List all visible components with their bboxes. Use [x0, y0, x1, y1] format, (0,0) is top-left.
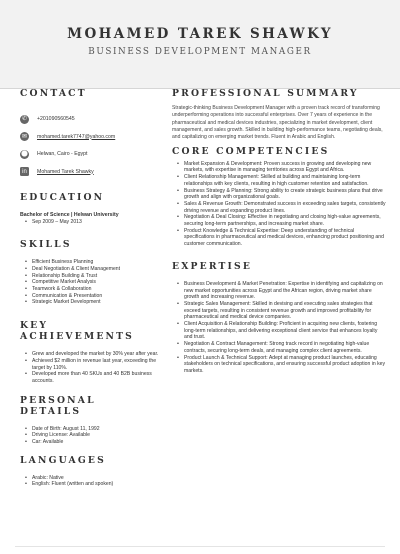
list-item: • Market Expansion & Development: Proven success in growing and developing new markets, with expertise in managing territories across Egypt and Africa.	[184, 161, 386, 174]
expertise-heading: EXPERTISE	[172, 260, 253, 272]
list-item: • Date of Birth: August 11, 1992	[32, 426, 162, 433]
list-item: • Strategic Sales Management: Skilled in devising and executing sales strategies that exceed targets, resulting in consistent revenue growth and improved profitability for pharmaceutical and medical device companies.	[184, 301, 386, 321]
list-item: • Developed more than 40 SKUs and 40 B2B business accounts.	[32, 371, 162, 384]
competencies-list	[172, 161, 386, 248]
location-text: Helwan, Cairo - Egypt	[37, 151, 88, 157]
education-dates: • Sep 2009 – May 2013	[32, 219, 162, 226]
competencies-heading: CORE COMPETENCIES	[172, 145, 330, 157]
list-item: • Efficient Business Planning	[32, 259, 162, 266]
contact-phone	[20, 114, 162, 124]
phone-text: +201090560545	[37, 116, 75, 122]
list-item: • Achieved $2 million in revenue last year, exceeding the target by 110%.	[32, 358, 162, 371]
education-degree: Bachelor of Science | Helwan University	[20, 211, 119, 218]
achievements-list	[20, 351, 162, 385]
list-item: • Competitive Market Analysis	[32, 279, 162, 286]
list-item: • Client Relationship Management: Skilled at building and maintaining long-term relationships with key clients, resulting in high customer retention and satisfaction.	[184, 174, 386, 187]
list-item: • Deal Negotiation & Client Management	[32, 266, 162, 273]
list-item: • Car: Available	[32, 439, 162, 446]
candidate-name: MOHAMED TAREK SHAWKY	[67, 26, 333, 42]
summary-heading: PROFESSIONAL SUMMARY	[172, 88, 359, 99]
location-icon: ⬤	[21, 151, 28, 157]
list-item: • Business Development & Market Penetration: Expertise in identifying and capitalizing on new market opportunities across Egypt and the African region, driving market share growth and increasing revenue.	[184, 281, 386, 301]
languages-list	[20, 475, 162, 488]
list-item: • Sales & Revenue Growth: Demonstrated success in exceeding sales targets, consistently driving revenue and expanding product lines.	[184, 201, 386, 214]
list-item: • English: Fluent (written and spoken)	[32, 481, 162, 488]
list-item: • Communication & Presentation	[32, 293, 162, 300]
contact-linkedin[interactable]	[20, 167, 162, 177]
skills-list	[20, 259, 162, 306]
contact-location	[20, 149, 162, 159]
contact-email[interactable]	[20, 132, 162, 142]
left-column	[20, 88, 162, 488]
personal-heading: PERSONAL DETAILS	[20, 394, 96, 417]
education-entry	[20, 212, 162, 226]
skills-heading: SKILLS	[20, 239, 72, 251]
personal-list	[20, 426, 162, 446]
languages-heading: LANGUAGES	[20, 454, 106, 466]
list-item: • Product Launch & Technical Support: Adept at managing product launches, educating stakeholders on technical specifications, and ensuring successful product adoption in key markets.	[184, 355, 386, 375]
list-item: • Negotiation & Contract Management: Strong track record in negotiating high-value contracts, securing long-term deals, and managing complex client agreements.	[184, 341, 386, 354]
job-title: BUSINESS DEVELOPMENT MANAGER	[88, 47, 312, 57]
list-item: • Arabic: Native	[32, 475, 162, 482]
list-item: • Negotiation & Deal Closing: Effective in negotiating and closing high-value agreements, securing long-term partnerships, and increasing market share.	[184, 214, 386, 227]
list-item: • Grew and developed the market by 30% year after year.	[32, 351, 162, 358]
list-item: • Product Knowledge & Technical Expertise: Deep understanding of technical specifications in pharmaceutical and medical devices, enhancing product positioning and customer communication.	[184, 228, 386, 248]
bottom-divider	[15, 546, 385, 547]
email-link[interactable]: mohamed.tarek7747@yahoo.com	[37, 133, 116, 140]
phone-icon: ✆	[21, 116, 28, 122]
list-item: • Driving License: Available	[32, 432, 162, 439]
email-icon: ✉	[21, 133, 28, 140]
linkedin-link[interactable]: Mohamed Tarek Shawky	[37, 168, 94, 175]
list-item: • Teamwork & Collaboration	[32, 286, 162, 293]
list-item: • Business Strategy & Planning: Strong ability to create strategic business plans that drive growth and align with organizational goals.	[184, 188, 386, 201]
list-item: • Client Acquisition & Relationship Building: Proficient in acquiring new clients, fostering long-term relationships, and delivering exceptional client service that enhances loyalty and trust.	[184, 321, 386, 341]
contact-list	[20, 114, 162, 177]
expertise-list	[172, 281, 386, 375]
right-column	[172, 88, 386, 375]
achievements-heading: KEY ACHIEVEMENTS	[20, 320, 134, 343]
list-item: • Relationship Building & Trust	[32, 273, 162, 280]
education-heading: EDUCATION	[20, 191, 105, 203]
resume-header	[0, 0, 400, 89]
summary-text: Strategic-thinking Business Development Manager with a proven track record of transforming underperforming operations into successful enterprises. Over 7 years of experience in the pharmaceutical and medical devices industries, specializing in market development, client management, and sales growth. Skilled in building high-performance teams, negotiating deals, and capitalizing on emerging market trends. Fluent in Arabic and English.	[172, 105, 383, 141]
contact-heading: CONTACT	[20, 88, 87, 99]
list-item: • Strategic Market Development	[32, 299, 162, 306]
linkedin-icon: in	[20, 167, 29, 176]
